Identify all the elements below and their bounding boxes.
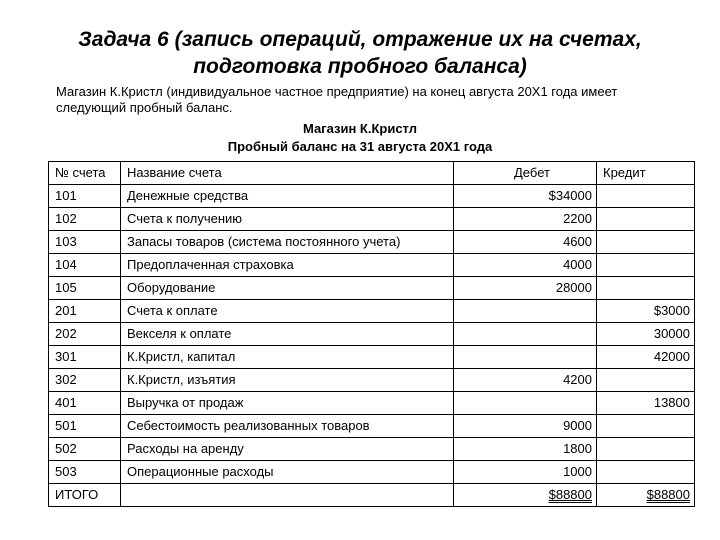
cell-name: Себестоимость реализованных товаров — [121, 415, 454, 438]
cell-credit — [597, 208, 695, 231]
cell-account: 201 — [49, 300, 121, 323]
table-caption-date: Пробный баланс на 31 августа 20Х1 года — [227, 139, 493, 154]
cell-account: 401 — [49, 392, 121, 415]
total-credit: $88800 — [646, 487, 690, 502]
cell-credit — [597, 461, 695, 484]
cell-debit: 1800 — [454, 438, 597, 461]
cell-credit — [597, 369, 695, 392]
table-row — [49, 461, 695, 484]
table-row — [49, 323, 695, 346]
cell-name: Запасы товаров (система постоянного учета) — [121, 231, 454, 254]
cell-debit: 1000 — [454, 461, 597, 484]
cell-credit — [597, 185, 695, 208]
table-row — [49, 438, 695, 461]
cell-credit — [597, 415, 695, 438]
cell-debit: 4200 — [454, 369, 597, 392]
cell-account: 502 — [49, 438, 121, 461]
cell-debit — [454, 300, 597, 323]
cell-name: Денежные средства — [121, 185, 454, 208]
cell-credit: 30000 — [597, 323, 695, 346]
cell-credit: 13800 — [597, 392, 695, 415]
cell-credit — [597, 438, 695, 461]
table-row — [49, 231, 695, 254]
intro-paragraph — [56, 84, 676, 116]
cell-name: Расходы на аренду — [121, 438, 454, 461]
cell-account: 202 — [49, 323, 121, 346]
cell-debit: $34000 — [454, 185, 597, 208]
cell-name: Счета к оплате — [121, 300, 454, 323]
intro-line-1: Магазин К.Кристл (индивидуальное частное предприятие) на конец августа 20Х1 года имеет — [56, 84, 618, 99]
cell-name: Выручка от продаж — [121, 392, 454, 415]
cell-name: К.Кристл, изъятия — [121, 369, 454, 392]
table-row — [49, 392, 695, 415]
cell-account: 102 — [49, 208, 121, 231]
cell-account: 104 — [49, 254, 121, 277]
cell-debit: 4600 — [454, 231, 597, 254]
cell-debit: 2200 — [454, 208, 597, 231]
cell-account: 105 — [49, 277, 121, 300]
cell-name: Векселя к оплате — [121, 323, 454, 346]
cell-account: 503 — [49, 461, 121, 484]
table-row — [49, 208, 695, 231]
cell-credit — [597, 254, 695, 277]
total-label: ИТОГО — [49, 484, 121, 507]
cell-name: Операционные расходы — [121, 461, 454, 484]
header-name: Название счета — [121, 162, 454, 185]
cell-credit: $3000 — [597, 300, 695, 323]
cell-credit: 42000 — [597, 346, 695, 369]
cell-debit: 9000 — [454, 415, 597, 438]
total-row — [49, 484, 695, 507]
cell-debit — [454, 346, 597, 369]
cell-credit — [597, 277, 695, 300]
table-caption-company: Магазин К.Кристл — [302, 121, 418, 136]
cell-account: 501 — [49, 415, 121, 438]
total-empty — [121, 484, 454, 507]
total-debit: $88800 — [548, 487, 592, 502]
table-row — [49, 254, 695, 277]
cell-name: Предоплаченная страховка — [121, 254, 454, 277]
header-account: № счета — [49, 162, 121, 185]
header-debit: Дебет — [454, 162, 597, 185]
table-row — [49, 369, 695, 392]
cell-account: 302 — [49, 369, 121, 392]
table-row — [49, 185, 695, 208]
title-line-1: Задача 6 (запись операций, отражение их на счетах, — [78, 28, 642, 51]
cell-name: Оборудование — [121, 277, 454, 300]
table-row — [49, 346, 695, 369]
table-row — [49, 277, 695, 300]
table-row — [49, 300, 695, 323]
trial-balance-table — [48, 161, 695, 507]
page-title — [0, 26, 720, 80]
intro-line-2: следующий пробный баланс. — [56, 100, 233, 115]
cell-debit — [454, 392, 597, 415]
table-header-row — [49, 162, 695, 185]
cell-debit: 28000 — [454, 277, 597, 300]
cell-account: 301 — [49, 346, 121, 369]
cell-debit — [454, 323, 597, 346]
cell-name: Счета к получению — [121, 208, 454, 231]
cell-account: 101 — [49, 185, 121, 208]
cell-debit: 4000 — [454, 254, 597, 277]
title-line-2: подготовка пробного баланса) — [193, 55, 527, 78]
header-credit: Кредит — [597, 162, 695, 185]
table-row — [49, 415, 695, 438]
cell-name: К.Кристл, капитал — [121, 346, 454, 369]
cell-credit — [597, 231, 695, 254]
cell-account: 103 — [49, 231, 121, 254]
